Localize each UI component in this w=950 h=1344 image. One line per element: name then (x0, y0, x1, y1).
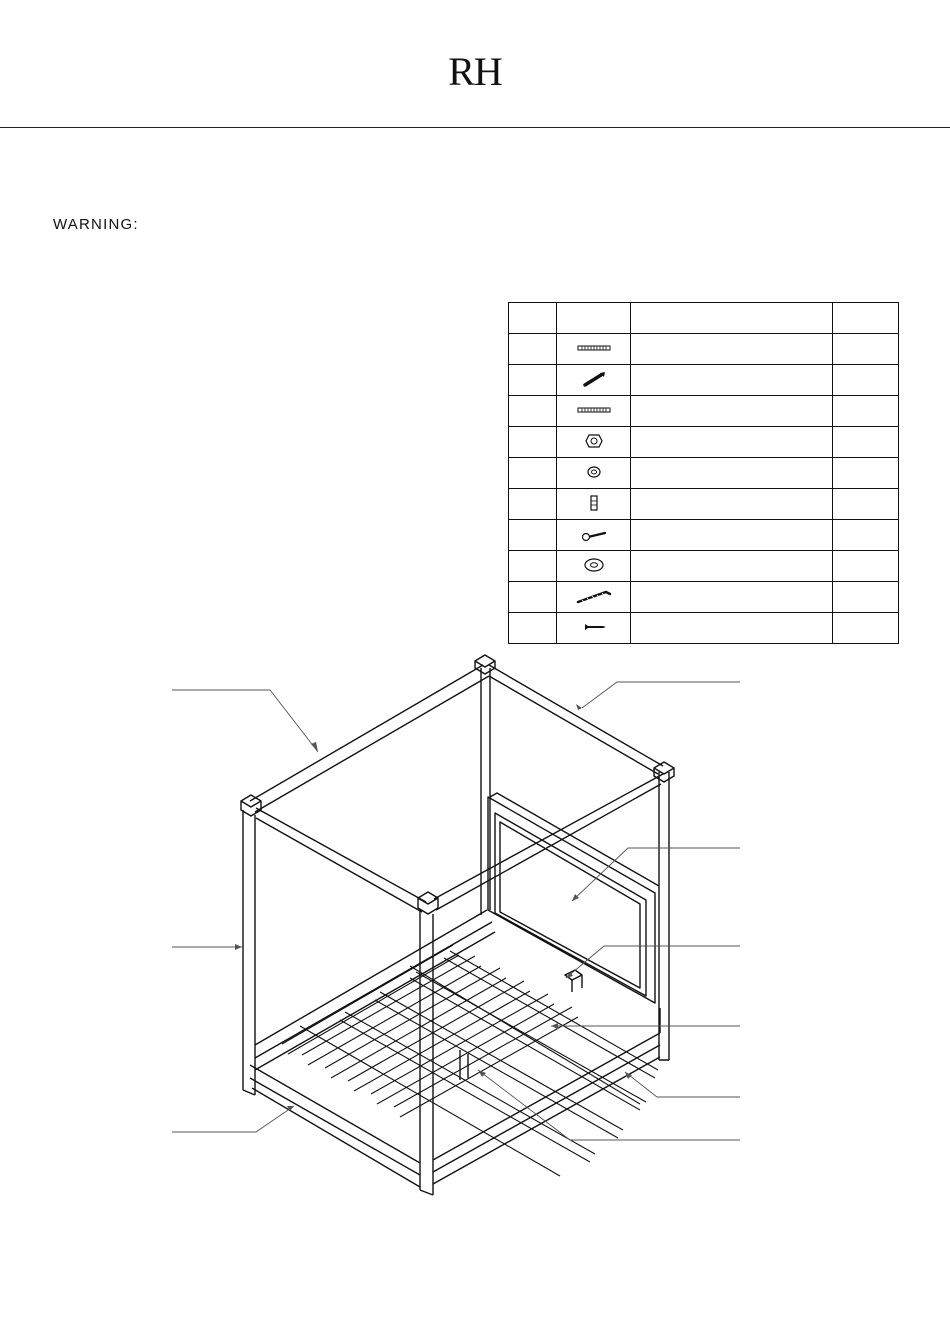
table-row (509, 427, 899, 458)
header-cell-description (631, 303, 833, 334)
part-qty-cell (833, 582, 899, 613)
part-qty-cell (833, 613, 899, 644)
table-row (509, 489, 899, 520)
part-description-cell (631, 365, 833, 396)
part-image-cell (557, 489, 631, 520)
part-qty-cell (833, 334, 899, 365)
part-image-cell (557, 551, 631, 582)
part-description-cell (631, 427, 833, 458)
left-post (243, 810, 255, 1095)
threaded-rod-icon (574, 342, 614, 354)
table-row (509, 365, 899, 396)
part-qty-cell (833, 520, 899, 551)
table-row (509, 613, 899, 644)
table-row (509, 334, 899, 365)
part-image-cell (557, 396, 631, 427)
part-description-cell (631, 551, 833, 582)
hex-nut-icon (584, 432, 604, 450)
allen-key-icon (574, 586, 614, 606)
brand-logo: RH (448, 49, 502, 94)
table-header-row (509, 303, 899, 334)
part-qty-cell (833, 396, 899, 427)
part-id-cell (509, 613, 557, 644)
part-image-cell (557, 334, 631, 365)
header-cell-id (509, 303, 557, 334)
part-description-cell (631, 396, 833, 427)
part-id-cell (509, 427, 557, 458)
part-qty-cell (833, 551, 899, 582)
part-image-cell (557, 613, 631, 644)
table-row (509, 458, 899, 489)
hardware-parts-table (508, 302, 899, 644)
header-cell-image (557, 303, 631, 334)
part-qty-cell (833, 489, 899, 520)
lock-washer-icon (584, 463, 604, 481)
part-image-cell (557, 520, 631, 551)
part-description-cell (631, 520, 833, 551)
part-image-cell (557, 458, 631, 489)
header-divider (0, 127, 950, 128)
part-id-cell (509, 365, 557, 396)
part-image-cell (557, 365, 631, 396)
part-image-cell (557, 427, 631, 458)
threaded-rod-icon (574, 404, 614, 416)
bolt-icon (579, 369, 609, 389)
part-qty-cell (833, 427, 899, 458)
warning-label: WARNING: (53, 216, 139, 233)
part-id-cell (509, 551, 557, 582)
table-row (509, 551, 899, 582)
table-row (509, 396, 899, 427)
part-description-cell (631, 613, 833, 644)
header-cell-qty (833, 303, 899, 334)
bracket-icon (587, 493, 601, 513)
part-description-cell (631, 489, 833, 520)
wrench-icon (579, 525, 609, 543)
table-row (509, 582, 899, 613)
table-row (509, 520, 899, 551)
part-id-cell (509, 396, 557, 427)
canopy-bed-diagram (0, 640, 950, 1240)
part-id-cell (509, 489, 557, 520)
part-id-cell (509, 458, 557, 489)
part-qty-cell (833, 365, 899, 396)
canopy-frame (250, 665, 663, 912)
part-description-cell (631, 458, 833, 489)
part-qty-cell (833, 458, 899, 489)
part-id-cell (509, 582, 557, 613)
part-id-cell (509, 520, 557, 551)
screw-icon (579, 620, 609, 634)
part-id-cell (509, 334, 557, 365)
part-description-cell (631, 582, 833, 613)
flat-washer-icon (582, 556, 606, 574)
bed-slats (282, 945, 658, 1176)
part-description-cell (631, 334, 833, 365)
part-image-cell (557, 582, 631, 613)
